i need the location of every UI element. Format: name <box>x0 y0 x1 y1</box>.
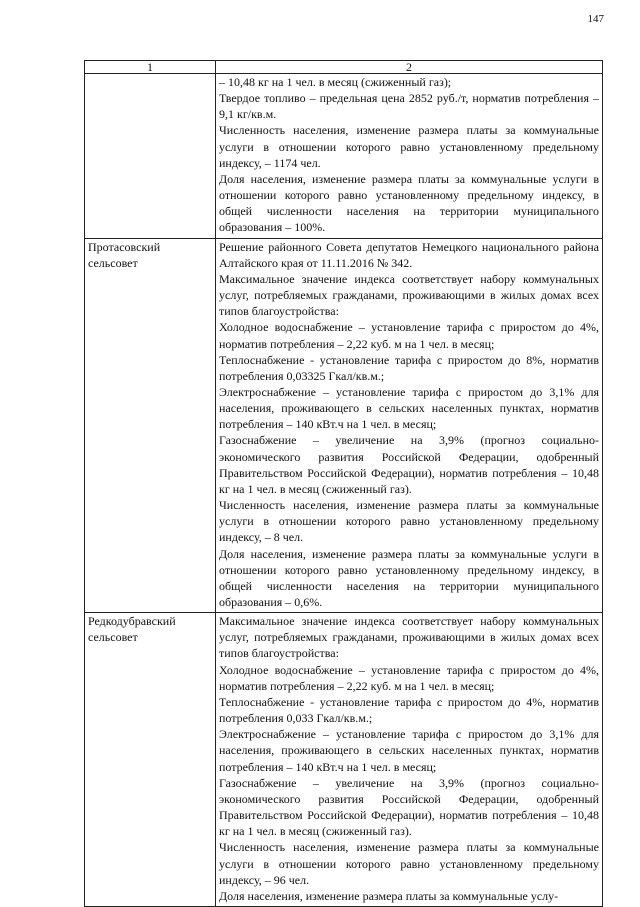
paragraph: – 10,48 кг на 1 чел. в месяц (сжиженный газ); <box>219 75 452 89</box>
paragraph: Доля населения, изменение размера платы за коммунальные услу- <box>219 888 559 903</box>
page-number: 147 <box>587 13 604 25</box>
region-cell: Протасовский сельсовет <box>85 238 216 613</box>
paragraph: Холодное водоснабжение – установление тарифа с приростом до 4%, норматив потребления – 2,22 куб. м на 1 чел. в месяц; <box>219 662 599 693</box>
region-cell <box>85 74 216 239</box>
paragraph: Численность населения, изменение размера платы за коммунальные услуги в отношении которого равно установленному предельному индексу, – 8 чел. <box>219 498 599 545</box>
tariff-table <box>84 60 603 907</box>
paragraph: Электроснабжение – установление тарифа с приростом до 3,1% для населения, проживающего в сельских населенных пунктах, норматив потребления – 140 кВт.ч на 1 чел. в месяц; <box>219 727 599 774</box>
paragraph: Электроснабжение – установление тарифа с приростом до 3,1% для населения, проживающего в сельских населенных пунктах, норматив потребления – 140 кВт.ч на 1 чел. в месяц; <box>219 384 599 432</box>
paragraph: Теплоснабжение - установление тарифа с приростом до 4%, норматив потребления 0,033 Гкал/кв.м.; <box>219 694 599 726</box>
column-header-2: 2 <box>216 61 603 74</box>
paragraph: Твердое топливо – предельная цена 2852 руб./т, норматив потребления – 9,1 кг/кв.м. <box>219 91 599 122</box>
paragraph: Численность населения, изменение размера платы за коммунальные услуги в отношении которого равно установленному предельному индексу, – 96 чел. <box>219 840 599 887</box>
content-cell <box>216 613 603 907</box>
table-row <box>85 238 603 613</box>
paragraph: Решение районного Совета депутатов Немецкого национального района Алтайского края от 11.11.2016 № 342. <box>219 239 599 270</box>
paragraph: Максимальное значение индекса соответствует набору коммунальных услуг, потребляемых гражданами, проживающими в жилых домах всех типов благоустройства: <box>219 614 599 661</box>
table-row <box>85 613 603 907</box>
region-cell: Редкодубравский сельсовет <box>85 613 216 907</box>
table-row <box>85 74 603 239</box>
paragraph: Теплоснабжение - установление тарифа с приростом до 8%, норматив потребления 0,03325 Гкал/кв.м.; <box>219 352 599 383</box>
paragraph: Доля населения, изменение размера платы за коммунальные услуги в отношении которого равно установленному предельному индексу, в общей численности населения на территории муниципального образования – 0,6%. <box>219 546 599 609</box>
content-cell <box>216 74 603 239</box>
paragraph: Численность населения, изменение размера платы за коммунальные услуги в отношении которого равно установленному предельному индексу, – 1174 чел. <box>219 123 599 170</box>
paragraph: Газоснабжение – увеличение на 3,9% (прогноз социально-экономического развития Российской Федерации, одобренный Правительством Российской Федерации), норматив потребления – 10,48 кг на 1 чел. в месяц (сжиженный газ). <box>219 775 599 839</box>
column-header-1: 1 <box>85 61 216 74</box>
table-header-row <box>85 61 603 74</box>
paragraph: Холодное водоснабжение – установление тарифа с приростом до 4%, норматив потребления – 2,22 куб. м на 1 чел. в месяц; <box>219 320 599 351</box>
content-cell <box>216 238 603 613</box>
paragraph: Газоснабжение – увеличение на 3,9% (прогноз социально-экономического развития Российской Федерации, одобренный Правительством Российской Федерации), норматив потребления – 10,48 кг на 1 чел. в месяц (сжиженный газ). <box>219 433 599 496</box>
paragraph: Доля населения, изменение размера платы за коммунальные услуги в отношении которого равно установленному предельному индексу, в общей численности населения на территории муниципального образования – 100%. <box>219 171 599 235</box>
paragraph: Максимальное значение индекса соответствует набору коммунальных услуг, потребляемых гражданами, проживающими в жилых домах всех типов благоустройства: <box>219 271 599 319</box>
